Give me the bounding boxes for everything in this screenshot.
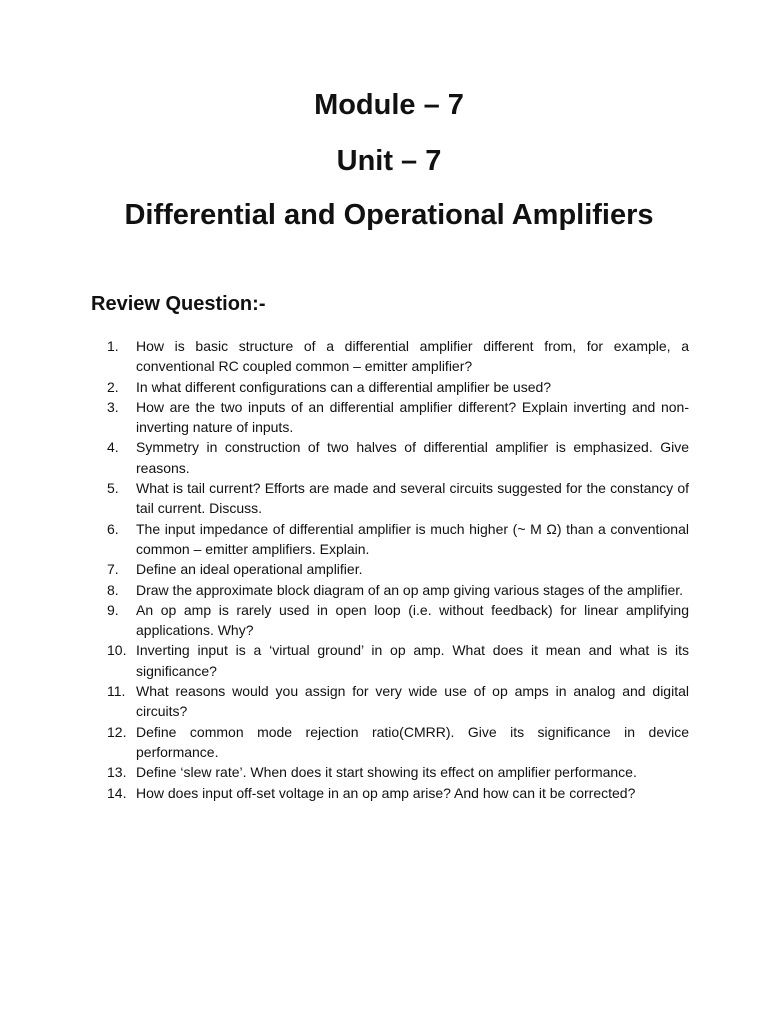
question-text: The input impedance of differential amplifier is much higher (~ M Ω) than a conventional common – emitter amplifiers. Explain. [136, 520, 689, 557]
question-list [0, 336, 768, 803]
question-item [0, 762, 689, 782]
question-item [0, 519, 689, 560]
question-item [0, 722, 689, 763]
question-number: 1. [107, 338, 119, 354]
question-number: 4. [107, 439, 119, 456]
question-item [0, 559, 689, 579]
question-text: In what different configurations can a differential amplifier be used? [136, 378, 552, 395]
question-number: 9. [107, 601, 119, 618]
question-number: 6. [107, 520, 119, 537]
module-title: Module – 7 [314, 89, 464, 121]
question-text: Draw the approximate block diagram of an op amp giving various stages of the amplifier. [136, 581, 684, 598]
question-number: 8. [107, 581, 119, 598]
question-number: 11. [107, 683, 126, 700]
question-item [0, 783, 689, 803]
question-text: Define common mode rejection ratio(CMRR). Give its significance in device performance. [136, 723, 689, 760]
question-text: What reasons would you assign for very wide use of op amps in analog and digital circuits? [136, 683, 689, 720]
question-number: 13. [107, 764, 127, 781]
question-text: An op amp is rarely used in open loop (i.e. without feedback) for linear amplifying applications. Why? [136, 601, 689, 639]
question-number: 14. [107, 784, 127, 801]
question-number: 2. [107, 378, 119, 395]
question-text: Symmetry in construction of two halves of differential amplifier is emphasized. Give reasons. [136, 439, 689, 476]
subject-title: Differential and Operational Amplifiers [124, 199, 654, 231]
question-text: How is basic structure of a differential amplifier different from, for example, a conventional RC coupled common – emitter amplifier? [136, 338, 689, 375]
question-item [0, 640, 689, 681]
question-number: 3. [107, 398, 119, 415]
question-text: How are the two inputs of an differential amplifier different? Explain inverting and non-inverting nature of inputs. [136, 398, 689, 436]
question-item [0, 437, 689, 478]
question-item [0, 681, 689, 722]
question-text: Define an ideal operational amplifier. [136, 561, 363, 578]
question-number: 7. [107, 561, 119, 578]
question-item [0, 397, 689, 438]
question-item [0, 580, 689, 600]
question-number: 12. [107, 723, 127, 740]
question-text: Inverting input is a ‘virtual ground’ in op amp. What does it mean and what is its significance? [136, 642, 689, 679]
question-text: Define ‘slew rate’. When does it start showing its effect on amplifier performance. [136, 764, 637, 781]
question-item [0, 478, 689, 519]
unit-title: Unit – 7 [336, 145, 442, 177]
question-text: What is tail current? Efforts are made and several circuits suggested for the constancy of tail current. Discuss. [136, 480, 689, 517]
question-text: How does input off-set voltage in an op amp arise? And how can it be corrected? [136, 784, 636, 801]
question-number: 5. [107, 480, 119, 497]
question-item [0, 600, 689, 641]
question-item [0, 377, 689, 397]
question-number: 10. [107, 642, 127, 659]
review-heading: Review Question:- [91, 293, 266, 315]
question-item [0, 336, 689, 377]
